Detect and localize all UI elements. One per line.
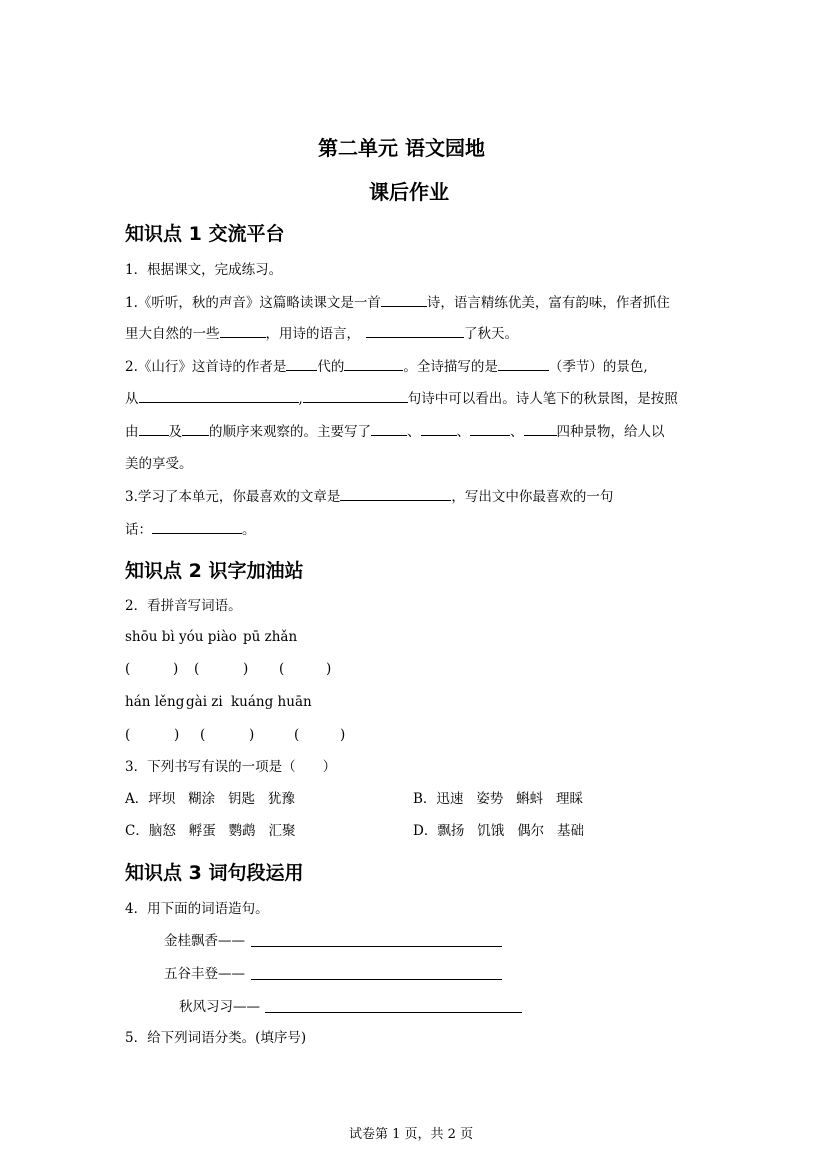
q1-2-text-h: 由 [125, 424, 139, 440]
q1-2-text-d: （季节）的景色, [548, 359, 648, 375]
answer-paren-close: ) [249, 727, 255, 743]
question-1-3-line2 [125, 520, 256, 539]
page-subtitle: 课后作业 [369, 180, 449, 204]
question-3: 3．下列书写有误的一项是（ ） [125, 759, 337, 775]
question-5: 5．给下列词语分类。(填序号) [125, 1030, 307, 1046]
fill-blank[interactable] [220, 324, 266, 338]
q1-1-text-c: 里大自然的一些 [125, 326, 220, 342]
q1-2-text-g: 句诗中可以看出。诗人笔下的秋景图，是按照 [407, 391, 678, 407]
option-word: 基础 [556, 823, 584, 839]
q1-2-text-b: 代的 [317, 359, 345, 375]
answer-paren-open: ( [125, 727, 131, 743]
answer-line[interactable] [251, 946, 502, 947]
q1-3-text-d: 。 [242, 522, 256, 538]
answer-paren-close: ) [173, 661, 179, 677]
option-word: 犹豫 [267, 791, 295, 807]
q1-3-text-b: ，写出文中你最喜欢的一句 [451, 489, 614, 505]
q1-3-text-a: 3.学习了本单元，你最喜欢的文章是 [125, 489, 341, 505]
fill-blank[interactable] [182, 422, 209, 436]
fill-blank[interactable] [371, 422, 407, 436]
question-2: 2．看拼音写词语。 [125, 598, 242, 614]
q1-2-text-c: 。全诗描写的是 [403, 359, 498, 375]
fill-blank[interactable] [524, 422, 557, 436]
question-4: 4．用下面的词语造句。 [125, 901, 269, 917]
q1-1-text-d: ，用诗的语言， [265, 326, 360, 342]
option-label: C． [125, 823, 149, 839]
option-label: B． [413, 791, 437, 807]
question-1-2-line2 [125, 389, 678, 408]
q1-2-text-a: 2.《山行》这首诗的作者是 [125, 359, 287, 375]
option-word: 钥匙 [228, 791, 255, 807]
answer-line[interactable] [265, 1012, 522, 1013]
page-footer: 试卷第 1 页，共 2 页 [349, 1127, 474, 1142]
q1-2-text-i: 及 [168, 424, 182, 440]
answer-paren-close: ) [326, 661, 332, 677]
answer-line[interactable] [251, 979, 502, 980]
answer-paren-open: ( [125, 661, 131, 677]
question-1-2-line1 [125, 357, 648, 376]
option-a[interactable] [125, 790, 295, 808]
section3-heading: 知识点 3 词句段运用 [125, 862, 304, 884]
answer-paren-open: ( [194, 661, 200, 677]
answer-paren-open: ( [200, 727, 206, 743]
question-1-2-line4: 美的享受。 [125, 456, 193, 472]
question-1-3-line1 [125, 487, 613, 506]
q1-2-sep: 、 [407, 424, 421, 440]
question-1-1-line2 [125, 324, 518, 343]
pinyin-2: yóu piào [179, 629, 237, 645]
option-word: 理睬 [556, 791, 584, 807]
option-d[interactable] [413, 822, 584, 840]
option-word: 孵蛋 [188, 823, 216, 839]
pinyin-4: hán lěng [125, 694, 185, 710]
fill-blank[interactable] [381, 293, 427, 307]
fill-blank[interactable] [286, 357, 317, 371]
pinyin-6: kuáng huān [231, 694, 312, 710]
fill-blank[interactable] [344, 357, 403, 371]
option-word: 坪坝 [148, 791, 176, 807]
option-c[interactable] [125, 822, 295, 840]
phrase-1: 金桂飘香—— [164, 933, 245, 949]
question-1-2-line3 [125, 422, 665, 441]
option-label: D． [413, 823, 438, 839]
pinyin-3: pū zhǎn [243, 629, 298, 645]
option-word: 蝌蚪 [516, 791, 544, 807]
q1-2-text-f: , [298, 391, 303, 407]
q1-1-text-a: 1.《听听，秋的声音》这篇略读课文是一首 [125, 295, 381, 311]
q1-3-text-c: 话： [125, 522, 152, 538]
q1-2-text-e: 从 [125, 391, 139, 407]
phrase-3: 秋风习习—— [179, 999, 260, 1015]
option-word: 糊涂 [188, 791, 216, 807]
option-word: 姿势 [476, 791, 504, 807]
phrase-2: 五谷丰登—— [164, 966, 245, 982]
option-word: 汇聚 [268, 823, 296, 839]
pinyin-1: shōu bì [125, 629, 175, 645]
q1-2-sep: 、 [456, 424, 470, 440]
answer-paren-open: ( [279, 661, 285, 677]
fill-blank[interactable] [139, 389, 299, 403]
option-label: A． [125, 791, 149, 807]
option-b[interactable] [413, 790, 583, 808]
fill-blank[interactable] [152, 520, 242, 534]
fill-blank[interactable] [366, 324, 464, 338]
q1-2-sep: 、 [510, 424, 524, 440]
fill-blank[interactable] [340, 487, 451, 501]
q1-1-text-b: 诗，语言精练优美，富有韵味，作者抓住 [426, 295, 670, 311]
page-title: 第二单元 语文园地 [318, 136, 485, 160]
fill-blank[interactable] [303, 389, 408, 403]
q1-2-text-j: 的顺序来观察的。主要写了 [209, 424, 371, 440]
answer-paren-close: ) [174, 727, 180, 743]
fill-blank[interactable] [498, 357, 549, 371]
section2-heading: 知识点 2 识字加油站 [125, 560, 304, 582]
option-word: 飘扬 [437, 823, 465, 839]
option-word: 饥饿 [477, 823, 505, 839]
fill-blank[interactable] [470, 422, 510, 436]
pinyin-5: gài zi [186, 694, 223, 710]
option-word: 偶尔 [517, 823, 545, 839]
answer-paren-close: ) [243, 661, 249, 677]
option-word: 迅速 [436, 791, 464, 807]
question-1-1-line1 [125, 293, 670, 312]
q1-1-text-e: 了秋天。 [464, 326, 518, 342]
answer-paren-close: ) [340, 727, 346, 743]
question-1: 1．根据课文，完成练习。 [125, 262, 283, 278]
q1-2-text-l: 四种景物，给人以 [556, 424, 665, 440]
fill-blank[interactable] [421, 422, 457, 436]
option-word: 脑怒 [148, 823, 176, 839]
fill-blank[interactable] [139, 422, 169, 436]
option-word: 鹦鹉 [228, 823, 256, 839]
section1-heading: 知识点 1 交流平台 [125, 223, 285, 245]
answer-paren-open: ( [294, 727, 300, 743]
